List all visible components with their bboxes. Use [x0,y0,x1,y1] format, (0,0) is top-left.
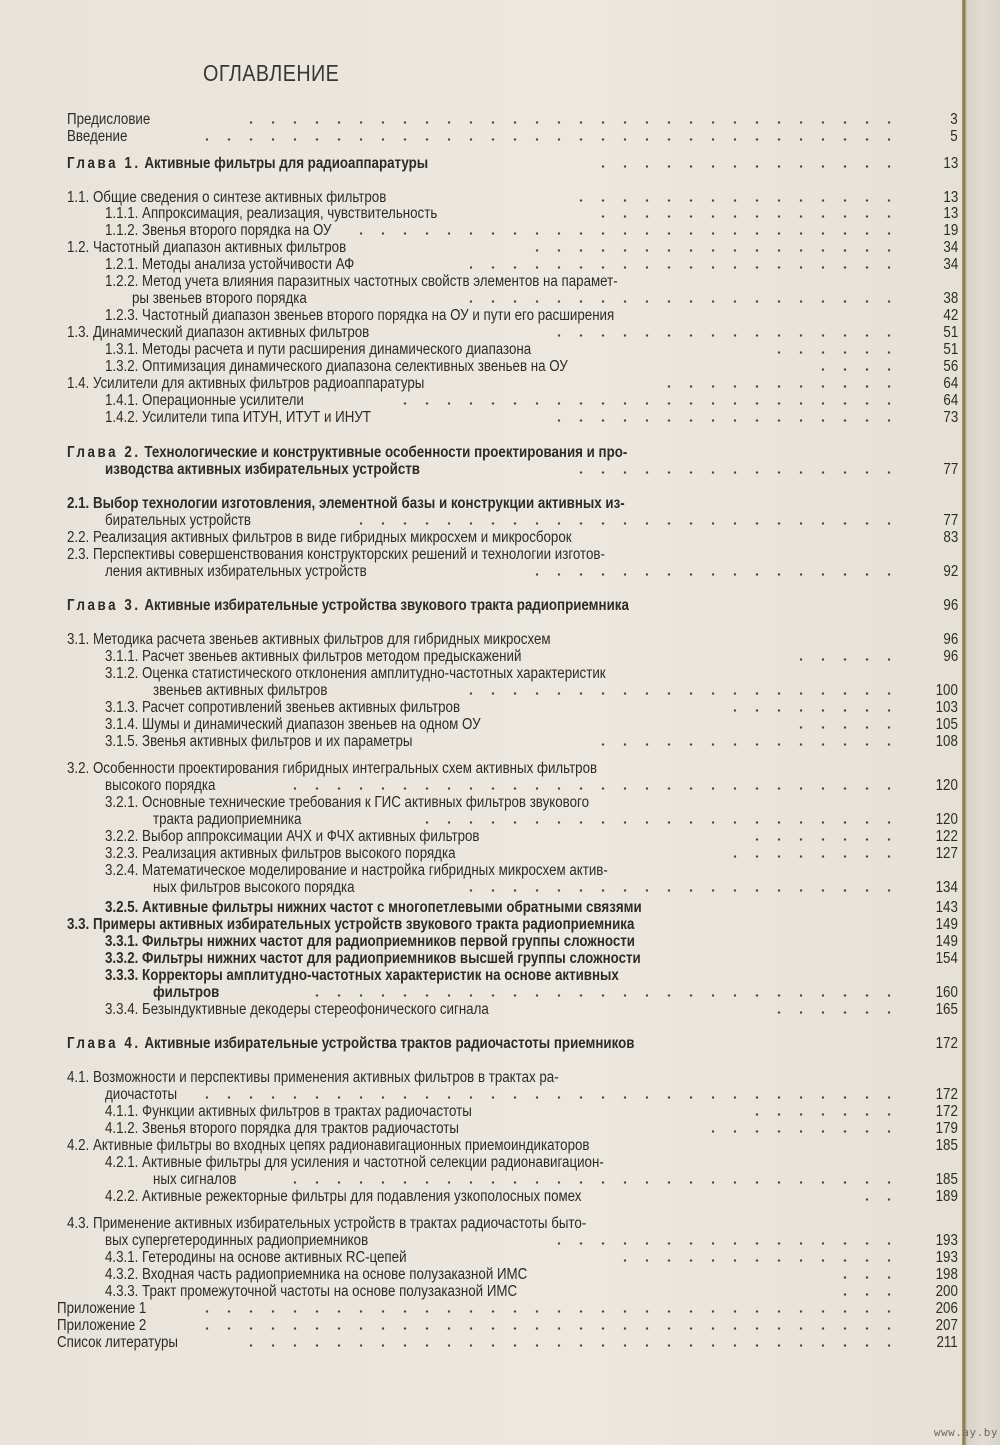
entry-text: 4.3.2. Входная часть радиоприемника на основе полузаказной ИМС [105,1266,528,1283]
toc-entry-title [67,916,634,933]
dot-leader [835,1266,900,1283]
toc-entry-s313 [0,699,962,716]
entry-text: 4.1.1. Функции активных фильтров в трактах радиочастоты [105,1103,472,1120]
page-number: 73 [943,409,958,426]
entry-text: Приложение 1 [57,1300,147,1317]
toc-entry-s43a [0,1215,962,1232]
entry-text: Предисловие [67,111,151,128]
entry-text: высокого порядка [105,777,216,794]
entry-text: 4.1.2. Звенья второго порядка для трактов радиочастоты [105,1120,459,1137]
page-number: 38 [943,290,958,307]
toc-entry-s42 [0,1137,962,1154]
toc-entry-title [105,794,589,811]
toc-entry-vved [0,128,962,145]
toc-entry-s421b [0,1171,962,1188]
entry-text: 1.4.1. Операционные усилители [105,392,304,409]
toc-entry-s132 [0,358,962,375]
page-number: 96 [943,648,958,665]
page-number: 149 [935,933,958,950]
dot-leader [700,1120,900,1137]
toc-entry-s31 [0,631,962,648]
toc-entry-s431 [0,1249,962,1266]
page-number: 185 [935,1171,958,1188]
entry-text: 4.3.3. Тракт промежуточной частоты на основе полузаказной ИМС [105,1283,518,1300]
page-number: 185 [935,1137,958,1154]
toc-entry-ch4 [0,1035,962,1052]
toc-entry-title [67,324,369,341]
dot-leader [195,1086,900,1103]
entry-text: фильтров [153,984,220,1001]
toc-entry-s311 [0,648,962,665]
entry-text: 1.1.2. Звенья второго порядка на ОУ [105,222,332,239]
page-number: 64 [943,375,958,392]
dot-leader [775,341,900,358]
toc-entry-title [105,967,619,984]
chapter-label: Глава 4. [67,1035,141,1052]
toc-entry-s333a [0,967,962,984]
toc-entry-title [105,341,531,358]
entry-text: Список литературы [57,1334,178,1351]
toc-entry-s321b [0,811,962,828]
toc-entry-s12 [0,239,962,256]
toc-entry-title [105,1120,459,1137]
dot-leader [830,1283,900,1300]
page-number: 77 [943,512,958,529]
entry-text: 2.3. Перспективы совершенствования конструкторских решений и технологии изготов- [67,546,605,563]
toc-entry-title [105,716,481,733]
page-number: 127 [935,845,958,862]
toc-entry-s32a [0,760,962,777]
page-number: 100 [935,682,958,699]
page-number: 172 [935,1103,958,1120]
dot-leader [345,222,900,239]
toc-entry-lit [0,1334,962,1351]
dot-leader [360,512,900,529]
toc-entry-s14 [0,375,962,392]
toc-entry-s323 [0,845,962,862]
page-number: 13 [943,155,958,172]
toc-entry-s32b [0,777,962,794]
toc-entry-s41a [0,1069,962,1086]
entry-text: 1.2.1. Методы анализа устойчивости АФ [105,256,355,273]
dot-leader [395,392,900,409]
entry-text: 2.1. Выбор технологии изготовления, элементной базы и конструкции активных из- [67,495,625,512]
toc-entry-ch2b [0,461,962,478]
watermark: www.ay.by [933,1426,998,1439]
toc-entry-s111 [0,205,962,222]
entry-text: 3.1.1. Расчет звеньев активных фильтров методом предыскажений [105,648,522,665]
toc-entry-title [105,392,304,409]
toc-entry-s141 [0,392,962,409]
toc-entry-s11 [0,189,962,206]
entry-text: вых супергетеродинных радиоприемников [105,1232,369,1249]
toc-entry-title [105,933,635,950]
dot-leader [820,358,900,375]
entry-text: 3.3.1. Фильтры нижних частот для радиоприемников первой группы сложности [105,933,636,950]
dot-leader [280,777,900,794]
dot-leader [600,205,900,222]
dot-leader [720,845,900,862]
toc-entry-title [105,777,215,794]
toc-entry-title [132,290,307,307]
toc-entry-title [67,1137,590,1154]
dot-leader [520,563,900,580]
page-title: ОГЛАВЛЕНИЕ [203,60,340,86]
toc-entry-title [153,682,327,699]
entry-text: тракта радиоприемника [153,811,302,828]
toc-entry-s121 [0,256,962,273]
dot-leader [545,324,900,341]
page-number: 96 [943,631,958,648]
entry-text: 4.1. Возможности и перспективы применения активных фильтров в трактах ра- [67,1069,559,1086]
entry-text: 1.2. Частотный диапазон активных фильтров [67,239,347,256]
toc-entry-title [67,1215,586,1232]
page-number: 154 [935,950,958,967]
page-number: 51 [943,324,958,341]
toc-entry-s433 [0,1283,962,1300]
entry-text: 4.2.2. Активные режекторные фильтры для подавления узкополосных помех [105,1188,582,1205]
toc-entry-title [105,1283,517,1300]
toc-entry-s13 [0,324,962,341]
page-number: 172 [935,1086,958,1103]
page-number: 42 [943,307,958,324]
toc-entry-title [67,546,605,563]
entry-text: Введение [67,128,128,145]
toc-entry-title [67,529,572,546]
toc-entry-s112 [0,222,962,239]
toc-entry-title [105,461,420,478]
toc-entry-ch2a [0,444,962,461]
entry-text: 3.3.3. Корректоры амплитудно-частотных характеристик на основе активных [105,967,619,984]
toc-entry-s33 [0,916,962,933]
toc-entry-title [105,205,437,222]
toc-entry-title [153,811,301,828]
entry-text: 4.2.1. Активные фильтры для усиления и частотной селекции радионавигацион- [105,1154,604,1171]
page-number: 83 [943,529,958,546]
chapter-label: Глава 2. [67,444,141,461]
toc-entry-title [105,950,641,967]
entry-text: 1.3. Динамический диапазон активных фильтров [67,324,370,341]
toc-entry-title [67,239,346,256]
entry-text: 3.2.5. Активные фильтры нижних частот с многопетлевыми обратными связями [105,899,642,916]
entry-text: 3.3.4. Безындуктивные декодеры стереофонического сигнала [105,1001,489,1018]
toc-entry-title [105,1154,604,1171]
entry-text: 1.3.1. Методы расчета и пути расширения динамического диапазона [105,341,532,358]
toc-entry-s21a [0,495,962,512]
dot-leader [600,733,900,750]
page-number: 103 [935,699,958,716]
toc-entry-s331 [0,933,962,950]
toc-entry-title [67,444,627,461]
dot-leader [300,984,900,1001]
page-number: 96 [943,597,958,614]
toc-entry-title [105,862,608,879]
toc-entry-title [67,631,551,648]
entry-text: диочастоты [105,1086,178,1103]
toc-entry-title [67,760,597,777]
entry-text: ры звеньев второго порядка [132,290,307,307]
dot-leader [415,811,900,828]
toc-entry-title [153,1171,236,1188]
entry-text: 1.4.2. Усилители типа ИТУН, ИТУТ и ИНУТ [105,409,371,426]
toc-entry-title [105,222,332,239]
toc-entry-s131 [0,341,962,358]
dot-leader [240,1334,900,1351]
entry-text: Активные избирательные устройства трактов радиочастоты приемников [144,1035,635,1052]
entry-text: 1.2.3. Частотный диапазон звеньев второго порядка на ОУ и пути его расширения [105,307,615,324]
toc-entry-pred [0,111,962,128]
entry-text: Технологические и конструктивные особенности проектирования и про- [144,444,628,461]
dot-leader [795,648,900,665]
toc-entry-s315 [0,733,962,750]
page-number: 13 [943,205,958,222]
entry-text: 1.1.1. Аппроксимация, реализация, чувствительность [105,205,438,222]
dot-leader [855,1188,900,1205]
dot-leader [600,155,900,172]
dot-leader [780,716,900,733]
entry-text: 1.2.2. Метод учета влияния паразитных частотных свойств элементов на парамет- [105,273,618,290]
toc-entry-s122b [0,290,962,307]
entry-text: 3.2. Особенности проектирования гибридных интегральных схем активных фильтров [67,760,598,777]
entry-text: 3.1.4. Шумы и динамический диапазон звеньев на одном ОУ [105,716,481,733]
toc-entry-title [67,597,629,614]
dot-leader [655,375,900,392]
page-edge [962,0,1000,1445]
dot-leader [740,1103,900,1120]
entry-text: 3.2.4. Математическое моделирование и настройка гибридных микросхем актив- [105,862,608,879]
toc-entry-ch1 [0,155,962,172]
page-number: 51 [943,341,958,358]
toc-entry-title [67,495,625,512]
toc-entry-title [57,1300,146,1317]
toc-entry-s122a [0,273,962,290]
toc-entry-s412 [0,1120,962,1137]
entry-text: 1.3.2. Оптимизация динамического диапазона селективных звеньев на ОУ [105,358,568,375]
toc-entry-title [105,648,521,665]
page-number: 92 [943,563,958,580]
entry-text: 3.1.2. Оценка статистического отклонения амплитудно-частотных характеристик [105,665,606,682]
toc-entry-title [153,984,219,1001]
page-number: 3 [950,111,958,128]
page-number: 172 [935,1035,958,1052]
entry-text: ных сигналов [153,1171,237,1188]
dot-leader [285,1171,900,1188]
toc-entry-title [105,409,371,426]
dot-leader [520,239,900,256]
page-number: 198 [935,1266,958,1283]
toc-entry-title [105,512,251,529]
toc-entry-s334 [0,1001,962,1018]
toc-entry-s312b [0,682,962,699]
dot-leader [615,1249,900,1266]
dot-leader [455,290,900,307]
dot-leader [230,111,900,128]
toc-entry-s22 [0,529,962,546]
toc-entry-s332 [0,950,962,967]
toc-entry-s21b [0,512,962,529]
dot-leader [200,128,900,145]
toc-entry-s142 [0,409,962,426]
toc-entry-ch3 [0,597,962,614]
dot-leader [575,189,900,206]
dot-leader [745,828,900,845]
toc-entry-title [105,699,460,716]
toc-entry-s312a [0,665,962,682]
toc-entry-title [67,375,424,392]
toc-entry-title [105,899,642,916]
dot-leader [470,256,900,273]
page-number: 134 [935,879,958,896]
toc-entry-title [105,1249,407,1266]
page-number: 34 [943,256,958,273]
page-number: 19 [943,222,958,239]
toc-entry-s41b [0,1086,962,1103]
entry-text: звеньев активных фильтров [153,682,328,699]
entry-text: 4.3. Применение активных избирательных устройств в трактах радиочастоты быто- [67,1215,587,1232]
toc-entry-title [67,155,428,172]
toc-entry-title [105,733,412,750]
entry-text: ления активных избирательных устройств [105,563,367,580]
toc-entry-title [67,1035,634,1052]
page-number: 56 [943,358,958,375]
page-number: 211 [936,1334,958,1351]
entry-text: 3.3.2. Фильтры нижних частот для радиоприемников высшей группы сложности [105,950,641,967]
dot-leader [575,461,900,478]
toc-entry-title [105,828,480,845]
page-number: 5 [950,128,958,145]
page-number: 189 [935,1188,958,1205]
entry-text: Активные избирательные устройства звукового тракта радиоприемника [144,597,629,614]
toc-entry-title [105,256,354,273]
page-number: 120 [935,777,958,794]
toc-entry-title [105,1086,177,1103]
toc-entry-s322 [0,828,962,845]
toc-entry-title [105,1188,581,1205]
toc-entry-title [105,358,568,375]
entry-text: Приложение 2 [57,1317,147,1334]
toc-entry-s411 [0,1103,962,1120]
entry-text: 3.2.3. Реализация активных фильтров высокого порядка [105,845,456,862]
toc-entry-s321a [0,794,962,811]
toc-entry-title [105,845,456,862]
page-number: 207 [935,1317,958,1334]
toc-entry-title [57,1334,178,1351]
toc-entry-title [57,1317,146,1334]
toc-entry-title [105,1103,472,1120]
toc-entry-title [105,307,614,324]
page-number: 34 [943,239,958,256]
toc-entry-title [67,1069,559,1086]
page-number: 77 [943,461,958,478]
entry-text: 2.2. Реализация активных фильтров в виде гибридных микросхем и микросборок [67,529,572,546]
entry-text: 3.1.5. Звенья активных фильтров и их параметры [105,733,413,750]
page-number: 13 [943,189,958,206]
page-number: 160 [935,984,958,1001]
toc-entry-s421a [0,1154,962,1171]
entry-text: ных фильтров высокого порядка [153,879,355,896]
entry-text: изводства активных избирательных устройств [105,461,421,478]
toc-entry-s314 [0,716,962,733]
dot-leader [200,1317,900,1334]
page-number: 64 [943,392,958,409]
toc-entry-title [67,128,127,145]
toc-entry-title [153,879,355,896]
toc-entry-s43b [0,1232,962,1249]
toc-entry-s324b [0,879,962,896]
page-number: 120 [935,811,958,828]
entry-text: 3.2.1. Основные технические требования к ГИС активных фильтров звукового [105,794,589,811]
dot-leader [555,409,900,426]
entry-text: 4.2. Активные фильтры во входных цепях радионавигационных приемоиндикаторов [67,1137,590,1154]
toc-entry-s325 [0,899,962,916]
dot-leader [460,879,900,896]
page-number: 108 [935,733,958,750]
page-number: 165 [935,1001,958,1018]
chapter-label: Глава 3. [67,597,141,614]
toc-entry-app2 [0,1317,962,1334]
toc-entry-s324a [0,862,962,879]
toc-entry-s23a [0,546,962,563]
page-number: 122 [935,828,958,845]
dot-leader [760,1001,900,1018]
page-number: 193 [935,1232,958,1249]
entry-text: 3.2.2. Выбор аппроксимации АЧХ и ФЧХ активных фильтров [105,828,480,845]
toc-entry-s333b [0,984,962,1001]
toc-entry-s432 [0,1266,962,1283]
toc-entry-title [105,1001,489,1018]
toc-entry-title [67,111,150,128]
chapter-label: Глава 1. [67,155,141,172]
entry-text: Активные фильтры для радиоаппаратуры [144,155,429,172]
page-number: 143 [935,899,958,916]
entry-text: 4.3.1. Гетеродины на основе активных RC-цепей [105,1249,407,1266]
toc-entry-title [67,189,386,206]
dot-leader [540,1232,900,1249]
page-number: 193 [935,1249,958,1266]
toc-entry-s123 [0,307,962,324]
toc-entry-title [105,1266,527,1283]
entry-text: 3.3. Примеры активных избирательных устройств звукового тракта радиоприемника [67,916,635,933]
entry-text: 1.1. Общие сведения о синтезе активных фильтров [67,189,387,206]
entry-text: 1.4. Усилители для активных фильтров радиоаппаратуры [67,375,425,392]
toc-entry-title [105,273,618,290]
dot-leader [455,682,900,699]
toc-entry-title [105,563,367,580]
page-number: 179 [935,1120,958,1137]
entry-text: бирательных устройств [105,512,251,529]
page-number: 105 [935,716,958,733]
toc-entry-s422 [0,1188,962,1205]
toc-entry-title [105,665,606,682]
page-number: 149 [935,916,958,933]
dot-leader [200,1300,900,1317]
entry-text: 3.1.3. Расчет сопротивлений звеньев активных фильтров [105,699,461,716]
toc-entry-app1 [0,1300,962,1317]
toc-entry-title [105,1232,368,1249]
page-number: 206 [935,1300,958,1317]
dot-leader [715,699,900,716]
page-number: 200 [935,1283,958,1300]
toc-entry-s23b [0,563,962,580]
entry-text: 3.1. Методика расчета звеньев активных фильтров для гибридных микросхем [67,631,551,648]
